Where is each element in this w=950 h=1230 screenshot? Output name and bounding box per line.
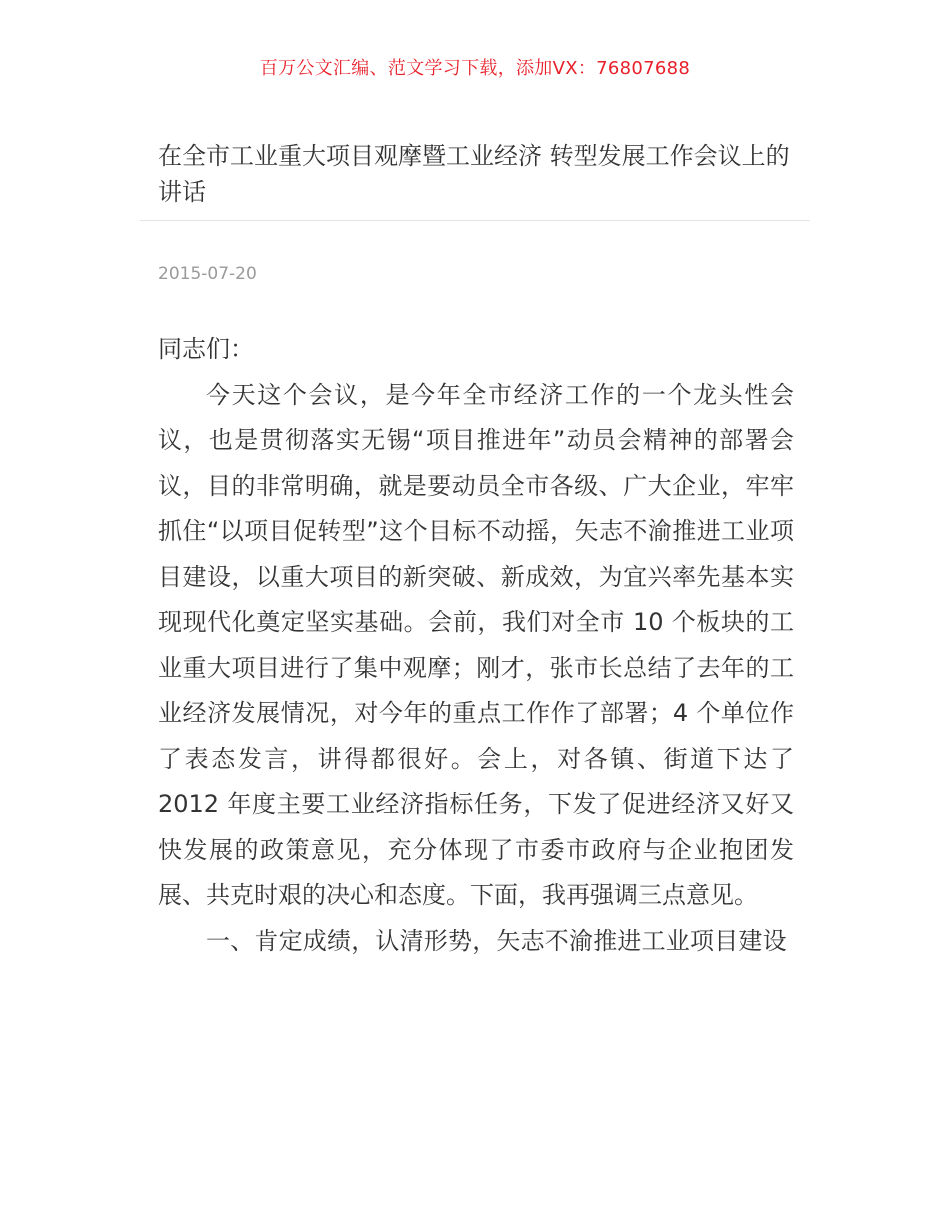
publish-date: 2015-07-20 — [158, 264, 257, 284]
section-heading: 一、肯定成绩，认清形势，矢志不渝推进工业项目建设 — [206, 926, 787, 955]
article-title: 在全市工业重大项目观摩暨工业经济 转型发展工作会议上的讲话 — [158, 142, 790, 206]
promo-banner: 百万公文汇编、范文学习下载，添加VX：76807688 — [259, 58, 691, 79]
article-body — [158, 327, 794, 964]
salutation: 同志们： — [158, 335, 254, 363]
body-paragraph: 今天这个会议，是今年全市经济工作的一个龙头性会议，也是贯彻落实无锡“项目推进年”动员会精神的部署会议，目的非常明确，就是要动员全市各级、广大企业，牢牢抓住“以项目促转型”这个目标不动摇，矢志不渝推进工业项目建设，以重大项目的新突破、新成效，为宜兴率先基本实现现代化奠定坚实基础。会前，我们对全市 10 个板块的工业重大项目进行了集中观摩；刚才，张市长总结了去年的工业经济发展情况，对今年的重点工作作了部署；4 个单位作了表态发言，讲得都很好。会上，对各镇、街道下达了 2012 年度主要工业经济指标任务，下发了促进经济又好又快发展的政策意见，充分体现了市委市政府与企业抱团发展、共克时艰的决心和态度。下面，我再强调三点意见。 — [158, 380, 794, 909]
title-divider — [140, 220, 810, 221]
